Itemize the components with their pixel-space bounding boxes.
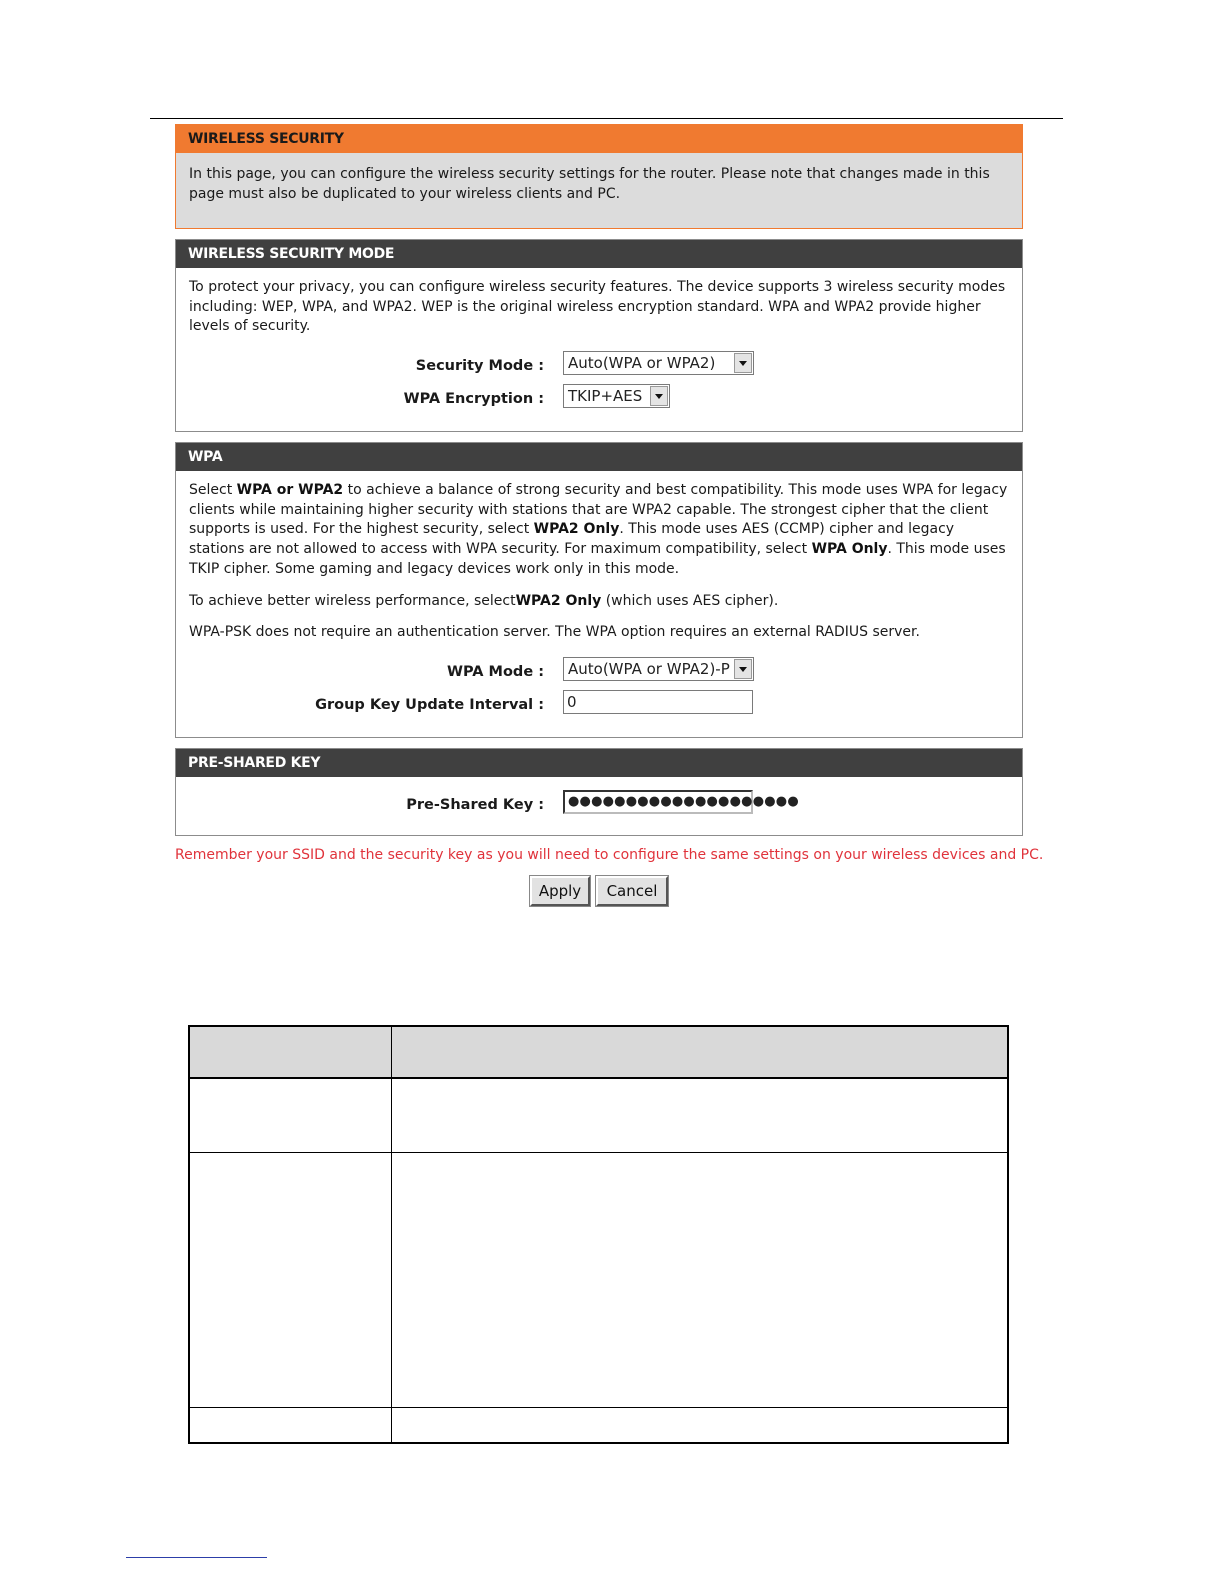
wpa-title: WPA [176,443,1022,471]
warning-text: Remember your SSID and the security key as you will need to configure the same settings on your wireless devices and PC. [175,847,1044,863]
group-key-row [189,690,1010,723]
wpa-description: Select WPA or WPA2 to achieve a balance of strong security and best compatibility. This mode uses WPA for legacy clients while maintaining higher security with stations that are WPA2 capable. The strongest cipher that the client supports is used. For the highest security, select WPA2 Only. This mode uses AES (CCMP) cipher and legacy stations are not allowed to access with WPA security. For maximum compatibility, select WPA Only. This mode uses TKIP cipher. Some gaming and legacy devices work only in this mode. [189,482,1008,577]
page-top-rule [150,118,1063,119]
wpa-encryption-select[interactable]: TKIP+AES [563,384,670,408]
wpa-psk-note: WPA-PSK does not require an authentication server. The WPA option requires an external RADIUS server. [189,624,920,641]
table-header [190,1027,1007,1079]
psk-label: Pre-Shared Key : [406,797,544,813]
chevron-down-icon[interactable] [650,386,668,406]
wpa-mode-select[interactable]: Auto(WPA or WPA2)-P [563,657,754,681]
wpa-mode-label: WPA Mode : [446,663,544,680]
wpa-mode-row [189,657,1010,690]
security-mode-select[interactable]: Auto(WPA or WPA2) [563,351,754,375]
cancel-button[interactable]: Cancel [596,876,668,906]
wpa-encryption-row [189,384,1010,417]
wireless-security-panel [175,124,1023,229]
psk-row [189,790,1010,823]
security-mode-description: To protect your privacy, you can configure wireless security features. The device supports 3 wireless security modes including: WEP, WPA, and WPA2. WEP is the original wireless encryption standard. WPA and WPA2 provide higher levels of security. [189,279,1006,335]
wireless-security-description: In this page, you can configure the wireless security settings for the router. Please note that changes made in this page must also be duplicated to your wireless clients and PC. [189,166,990,202]
table-row-divider [190,1152,1007,1153]
footer-rule [126,1557,267,1558]
psk-title: PRE-SHARED KEY [176,749,1022,777]
wpa-panel [175,442,1023,738]
security-mode-panel [175,239,1023,432]
security-mode-row [189,351,1010,384]
wireless-security-title: WIRELESS SECURITY [176,125,1022,153]
wpa-encryption-label: WPA Encryption : [403,391,544,408]
group-key-input[interactable]: 0 [563,690,753,714]
chevron-down-icon[interactable] [734,659,752,679]
table-row-divider [190,1407,1007,1408]
table-column-divider [391,1027,392,1442]
parameter-table [188,1025,1009,1444]
psk-input[interactable]: ●●●●●●●●●●●●●●●●●●●● [563,790,753,814]
security-mode-title: WIRELESS SECURITY MODE [176,240,1022,268]
apply-button[interactable]: Apply [530,876,590,906]
chevron-down-icon[interactable] [734,353,752,373]
group-key-label: Group Key Update Interval : [315,696,544,713]
security-mode-label: Security Mode : [415,358,544,375]
wpa-performance-note: To achieve better wireless performance, selectWPA2 Only (which uses AES cipher). [189,592,779,609]
psk-panel [175,748,1023,836]
